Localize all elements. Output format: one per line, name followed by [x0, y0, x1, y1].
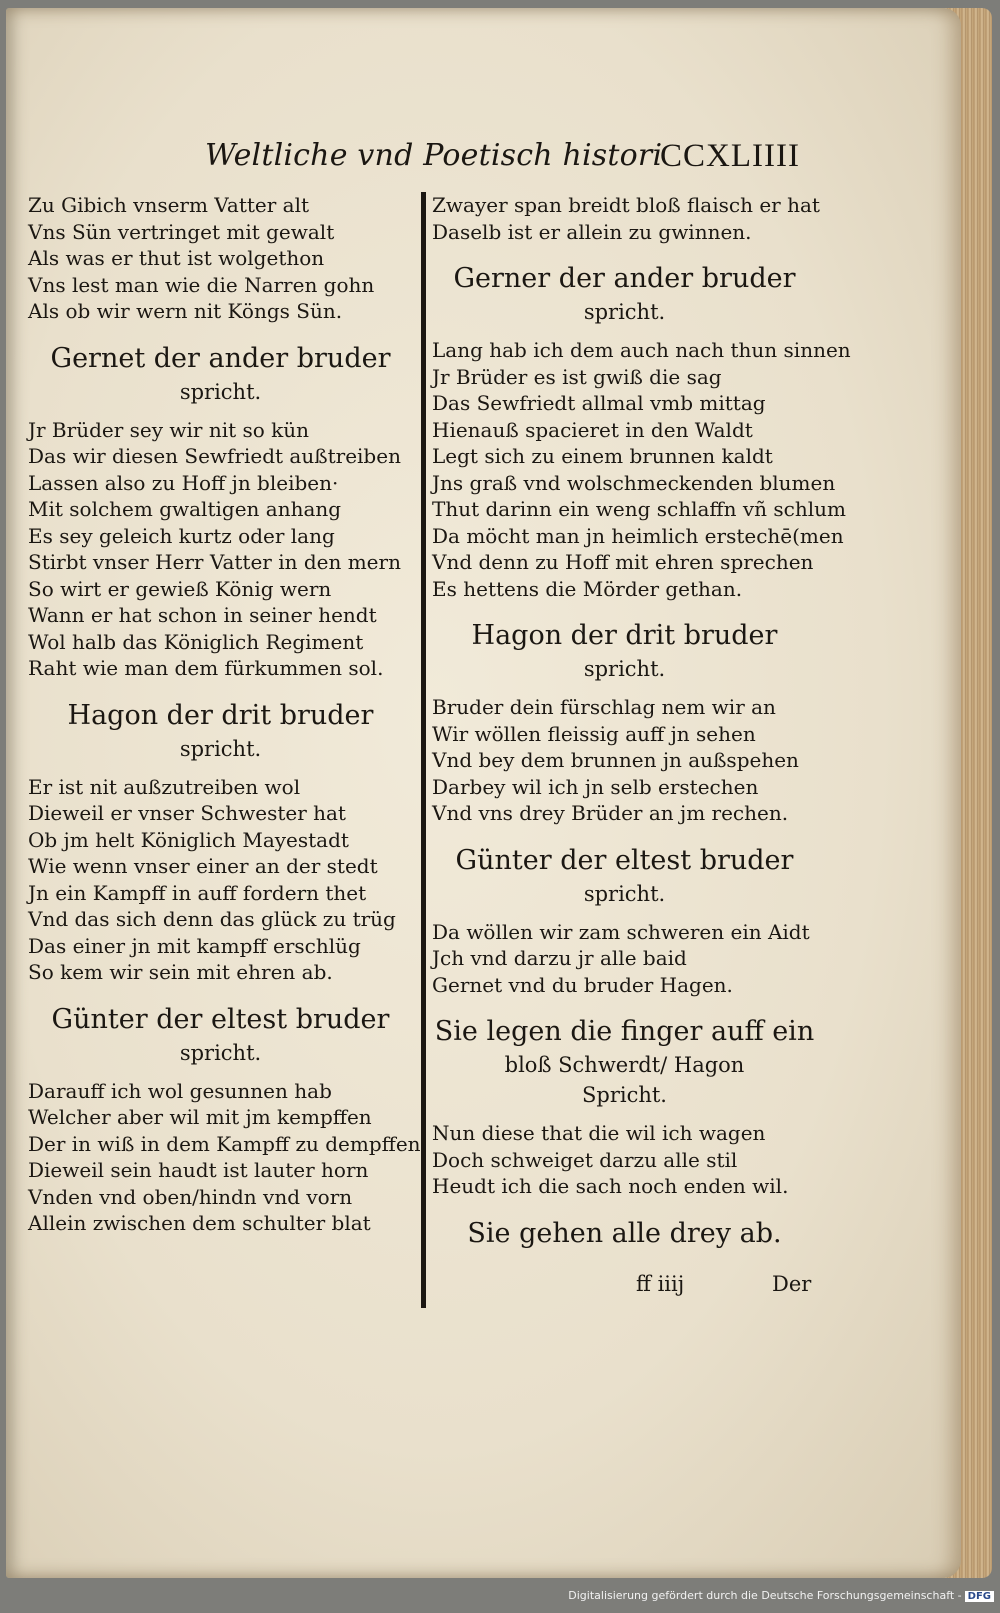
footer-text: Digitalisierung gefördert durch die Deutsche Forschungsgemeinschaft - — [568, 1589, 962, 1602]
verse-block — [28, 1078, 421, 1237]
verse-line: Es sey geleich kurtz oder lang — [28, 523, 335, 548]
verse-line: Jns graß vnd wolschmeckenden blumen — [432, 470, 836, 495]
verse-line: Vns lest man wie die Narren gohn — [28, 272, 375, 297]
verse-line: Heudt ich die sach noch enden wil. — [432, 1174, 789, 1198]
verse-line: Da möcht man jn heimlich erstechē(men — [432, 523, 844, 548]
verse-line: Stirbt vnser Herr Vatter in den mern — [28, 550, 401, 574]
verse-line: Das Sewfriedt allmal vmb mittag — [432, 391, 766, 415]
verse-line: Zwayer span breidt bloß flaisch er hat — [432, 193, 820, 217]
verse-block — [432, 919, 817, 999]
verse-line: Wol halb das Königlich Regiment — [28, 629, 364, 654]
verse-block — [28, 774, 413, 986]
stage-direction-heading-2: bloß Schwerdt/ Hagon — [504, 1053, 745, 1077]
verse-line: Raht wie man dem fürkummen sol. — [28, 656, 384, 680]
verse-block — [432, 337, 851, 602]
verse-line: Er ist nit außzutreiben wol — [28, 774, 301, 799]
speaker-heading: Gernet der ander bruder — [50, 342, 391, 374]
verse-line: Ob jm helt Königlich Mayestadt — [28, 827, 349, 852]
verse-line: Lang hab ich dem auch nach thun sinnen — [432, 338, 851, 362]
verse-line: Vnd vns drey Brüder an jm rechen. — [432, 801, 789, 825]
verse-line: Als was er thut ist wolgethon — [28, 246, 325, 270]
speaker-subheading: spricht. — [179, 1040, 262, 1065]
verse-line: Jch vnd darzu jr alle baid — [432, 946, 687, 970]
verse-line: Es hettens die Mörder gethan. — [432, 576, 743, 601]
verse-line: Wie wenn vnser einer an der stedt — [28, 854, 378, 878]
verse-line: Allein zwischen dem schulter blat — [28, 1211, 371, 1235]
verse-block — [28, 192, 413, 325]
verse-line: Wir wöllen fleissig auff jn sehen — [432, 721, 756, 746]
verse-line: Jr Brüder es ist gwiß die sag — [432, 364, 722, 389]
speaker-subheading: spricht. — [179, 379, 262, 404]
verse-line: Daselb ist er allein zu gwinnen. — [432, 219, 752, 244]
digitization-footer — [0, 1589, 994, 1602]
speaker-heading: Günter der eltest bruder — [51, 1003, 390, 1035]
verse-line: Das einer jn mit kampff erschlüg — [28, 933, 361, 958]
folio-number: CCXLIIII — [660, 138, 800, 174]
stage-direction-heading: Sie legen die finger auff ein — [434, 1016, 815, 1047]
verse-line: Mit solchem gwaltigen anhang — [28, 497, 342, 521]
column-rule — [421, 192, 426, 1308]
verse-line: Jr Brüder sey wir nit so kün — [28, 417, 310, 442]
catchword: Der — [772, 1272, 812, 1296]
speaker-subheading: spricht. — [583, 657, 666, 681]
verse-line: Dieweil sein haudt ist lauter horn — [28, 1158, 369, 1182]
verse-line: Vnd das sich denn das glück zu trüg — [28, 907, 396, 931]
verse-block — [432, 1120, 817, 1200]
speaker-subheading: spricht. — [179, 736, 262, 761]
verse-line: Welcher aber wil mit jm kempffen — [28, 1105, 372, 1129]
verse-block — [28, 417, 413, 682]
verse-line: Nun diese that die wil ich wagen — [432, 1121, 766, 1145]
verse-line: Vns Sün vertringet mit gewalt — [28, 219, 335, 244]
verse-line: Doch schweiget darzu alle stil — [432, 1147, 738, 1172]
speaker-subheading: Spricht. — [582, 1083, 667, 1107]
verse-line: So kem wir sein mit ehren ab. — [28, 960, 333, 984]
verse-line: Vnden vnd oben/hindn vnd vorn — [28, 1184, 353, 1209]
verse-line: Dieweil er vnser Schwester hat — [28, 801, 346, 825]
verse-line: Hienauß spacieret in den Waldt — [432, 417, 753, 442]
left-column — [28, 192, 421, 1237]
speaker-subheading: spricht. — [583, 300, 666, 324]
verse-line: Bruder dein fürschlag nem wir an — [432, 695, 776, 719]
speaker-heading: Gerner der ander bruder — [453, 263, 796, 294]
verse-line: Jn ein Kampff in auff fordern thet — [28, 880, 367, 905]
stage-direction-exit: Sie gehen alle drey ab. — [467, 1217, 782, 1249]
speaker-subheading: spricht. — [583, 881, 666, 906]
verse-line: Wann er hat schon in seiner hendt — [28, 603, 377, 627]
verse-line: Der in wiß in dem Kampff zu dempffen — [28, 1131, 421, 1156]
verse-line: Vnd bey dem brunnen jn außspehen — [432, 748, 799, 772]
verse-line: Legt sich zu einem brunnen kaldt — [432, 444, 773, 468]
verse-line: Lassen also zu Hoff jn bleiben· — [28, 470, 339, 495]
running-head-title: Weltliche vnd Poetisch histori — [205, 138, 663, 173]
dfg-logo: DFG — [965, 1591, 994, 1602]
verse-line: Vnd denn zu Hoff mit ehren sprechen — [432, 550, 814, 574]
verse-line: Darauff ich wol gesunnen hab — [28, 1078, 332, 1103]
verse-line: Darbey wil ich jn selb erstechen — [432, 774, 759, 799]
verse-line: Das wir diesen Sewfriedt außtreiben — [28, 444, 401, 468]
speaker-heading: Hagon der drit bruder — [67, 699, 374, 731]
verse-block — [432, 192, 820, 245]
verse-line: Gernet vnd du bruder Hagen. — [432, 972, 733, 997]
signature-mark: ff iiij — [636, 1272, 685, 1296]
verse-line: Als ob wir wern nit Köngs Sün. — [28, 299, 343, 323]
verse-line: Zu Gibich vnserm Vatter alt — [28, 193, 310, 217]
verse-line: Thut darinn ein weng schlaffn vñ schlum — [432, 497, 847, 521]
verse-block — [432, 694, 817, 827]
speaker-heading: Hagon der drit bruder — [471, 620, 778, 651]
right-column — [432, 192, 851, 1252]
speaker-heading: Günter der eltest bruder — [455, 844, 794, 876]
verse-line: Da wöllen wir zam schweren ein Aidt — [432, 919, 810, 944]
verse-line: So wirt er gewieß König wern — [28, 576, 332, 601]
